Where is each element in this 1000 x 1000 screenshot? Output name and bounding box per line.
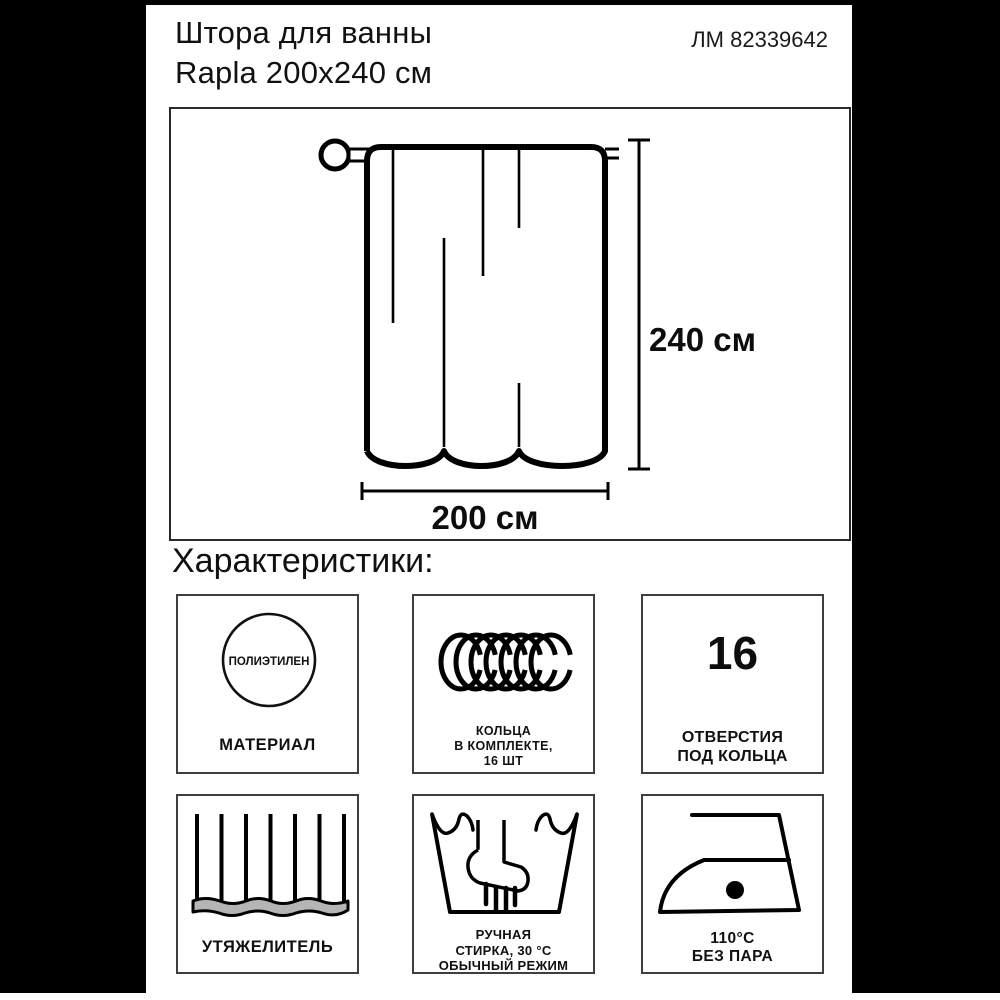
curtain-rings-icon: [414, 610, 597, 720]
height-dimension-label: 240 см: [649, 321, 756, 358]
card-label: КОЛЬЦА В КОМПЛЕКТЕ, 16 ШТ: [454, 724, 553, 768]
iron-temperature-dot: [726, 881, 744, 899]
card-label: МАТЕРИАЛ: [219, 736, 316, 754]
card-label: РУЧНАЯ СТИРКА, 30 °С ОБЫЧНЫЙ РЕЖИМ: [438, 927, 569, 973]
hand-wash-icon: [414, 804, 597, 930]
product-title-line2: Rapla 200x240 см: [175, 55, 433, 90]
curtain-rod-ring-icon: [321, 141, 369, 169]
width-dimension-label: 200 см: [431, 499, 539, 536]
material-name-text: ПОЛИЭТИЛЕН: [228, 656, 310, 668]
frame-top-bar: [0, 0, 1000, 5]
product-title: [175, 13, 432, 93]
characteristics-heading: Характеристики:: [172, 542, 434, 580]
weighted-hem-icon: [178, 804, 361, 930]
card-rings: [412, 594, 595, 774]
card-weight: [176, 794, 359, 974]
height-dimension-line: [628, 140, 650, 469]
card-ring-holes: [641, 594, 824, 774]
width-dimension-line: [362, 482, 608, 500]
product-title-line1: Штора для ванны: [175, 15, 433, 50]
card-label: ОТВЕРСТИЯ ПОД КОЛЬЦА: [677, 729, 788, 765]
card-label: 110°С БЕЗ ПАРА: [691, 930, 774, 965]
card-label: УТЯЖЕЛИТЕЛЬ: [201, 938, 334, 956]
card-handwash: [412, 794, 595, 974]
dimension-diagram-box: [169, 107, 851, 541]
frame-right-bar: [852, 0, 1000, 993]
article-code: ЛМ 82339642: [691, 27, 828, 52]
frame-left-bar: [0, 0, 146, 993]
holes-count: 16: [706, 627, 759, 679]
polyethylene-circle-icon: [178, 604, 361, 724]
card-iron: [641, 794, 824, 974]
card-material: [176, 594, 359, 774]
curtain-body-outline: [367, 147, 605, 466]
iron-icon: [643, 804, 826, 930]
